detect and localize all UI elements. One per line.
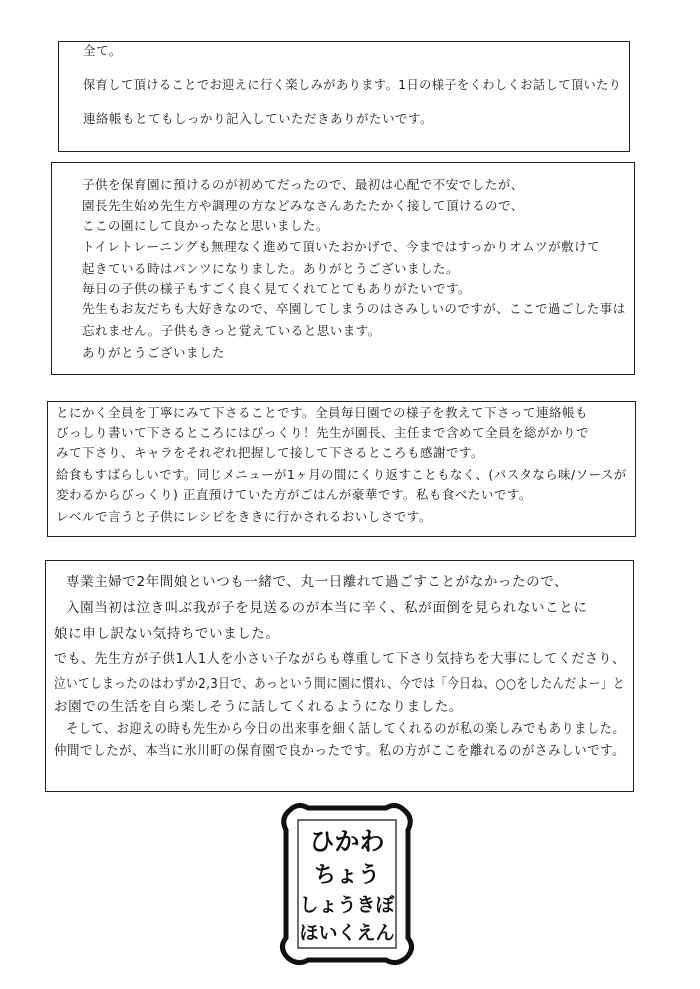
seal-line-1: ひかわ bbox=[309, 827, 385, 856]
text-line: 保育して頂けることでお迎えに行く楽しみがあります。1日の様子をくわしくお話して頂いたり bbox=[83, 77, 622, 92]
nursery-logo-plaque bbox=[268, 800, 425, 968]
message-card-1 bbox=[58, 41, 630, 152]
text-line: 泣いてしまったのはわずか2,3日で、あっという間に園に慣れ、今では「今日ね、○○をしたんだよー」と bbox=[54, 676, 625, 692]
text-line: 娘に申し訳ない気持ちでいました。 bbox=[54, 626, 280, 642]
text-line: ありがとうございました bbox=[82, 345, 226, 360]
message-card-3 bbox=[47, 401, 636, 537]
text-line: 変わるからびっくり) 正直預けていた方がごはんが豪華です。私も食べたいです。 bbox=[56, 487, 532, 502]
text-line: レベルで言うと子供にレシピをききに行かされるおいしさです。 bbox=[56, 509, 432, 524]
text-line: 給食もすばらしいです。同じメニューが1ヶ月の間にくり返すこともなく、(パスタなら味/ソースが bbox=[56, 467, 627, 482]
text-line: そして、お迎えの時も先生から今日の出来事を細く話してくれるのが私の楽しみでもありました。 bbox=[66, 721, 626, 737]
text-line: トイレトレーニングも無理なく進めて頂いたおかげで、今まではすっかりオムツが敷けて bbox=[82, 239, 601, 254]
text-line: びっしり書いて下さるところにはびっくり！先生が園長、主任まで含めて全員を総がかりで bbox=[56, 425, 590, 440]
text-line: 忘れません。子供もきっと覚えていると思います。 bbox=[82, 323, 381, 338]
text-line: 先生もお友だちも大好きなので、卒園してしまうのはさみしいのですが、ここで過ごした事は bbox=[82, 301, 626, 316]
text-line: 園長先生始め先生方や調理の方などみなさんあたたかく接して頂けるので、 bbox=[82, 198, 524, 213]
plaque-icon bbox=[268, 800, 425, 968]
message-card-2 bbox=[51, 162, 635, 375]
text-line: でも、先生方が子供1人1人を小さい子ながらも尊重して下さり気持ちを大事にしてくださり、 bbox=[54, 651, 626, 667]
seal-line-4: ほいくえん bbox=[299, 922, 395, 944]
text-line: お園での生活を自ら楽しそうに話してくれるようになりました。 bbox=[54, 699, 463, 715]
text-line: みて下さり、キャラをそれぞれ把握して接して下さるところも感謝です。 bbox=[56, 445, 485, 460]
text-line: 専業主婦で2年間娘といつも一緒で、丸一日離れて過ごすことがなかったので、 bbox=[66, 574, 569, 590]
text-line: とにかく全員を丁寧にみて下さることです。全員毎日園での様子を教えて下さって連絡帳も bbox=[56, 405, 589, 420]
text-line: 起きている時はパンツになりました。ありがとうございました。 bbox=[82, 261, 460, 276]
message-card-4 bbox=[45, 560, 634, 792]
seal-line-2: ちょう bbox=[313, 863, 381, 888]
text-line: 子供を保育園に預けるのが初めてだったので、最初は心配で不安でしたが、 bbox=[82, 177, 524, 192]
text-line: 入園当初は泣き叫ぶ我が子を見送るのが本当に辛く、私が面倒を見られないことに bbox=[66, 600, 588, 616]
seal-line-3: しょうきぼ bbox=[299, 894, 395, 916]
text-line: 全て。 bbox=[83, 43, 122, 58]
text-line: 仲間でしたが、本当に氷川町の保育園で良かったです。私の方がここを離れるのがさみしいです。 bbox=[54, 743, 626, 759]
text-line: 連絡帳もとてもしっかり記入していただきありがたいです。 bbox=[83, 111, 434, 126]
text-line: 毎日の子供の様子もすごく良く見てくれてとてもありがたいです。 bbox=[82, 281, 472, 296]
text-line: ここの園にして良かったなと思いました。 bbox=[82, 218, 330, 233]
